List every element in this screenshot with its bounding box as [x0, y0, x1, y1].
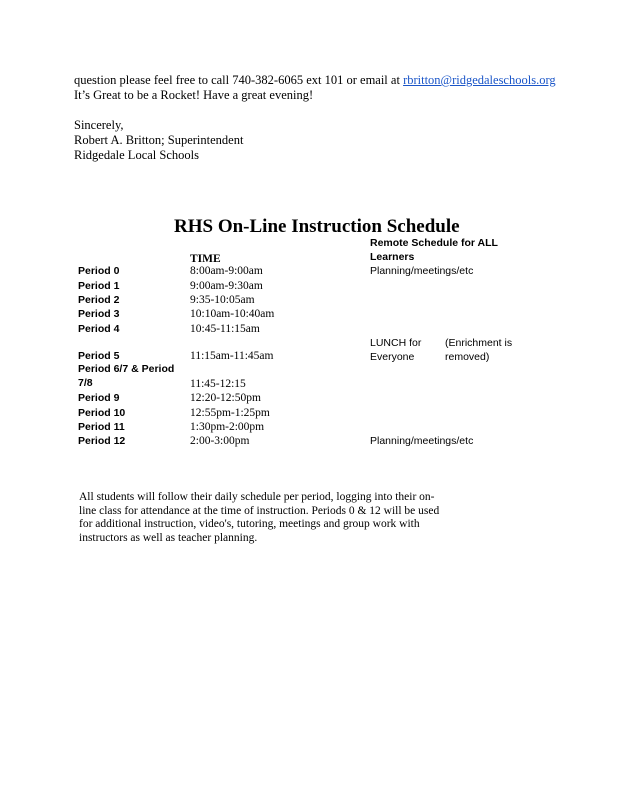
period-label: Period 0 [78, 265, 120, 277]
letter-line-1 [74, 73, 556, 88]
period-time: 9:00am-9:30am [190, 280, 263, 292]
period-label: Period 9 [78, 392, 120, 404]
schedule-title: RHS On-Line Instruction Schedule [174, 216, 460, 237]
period-time: 8:00am-9:00am [190, 265, 263, 277]
period-label: Period 2 [78, 294, 120, 306]
remote-note: Planning/meetings/etc [370, 265, 474, 277]
remote-header-line-1: Remote Schedule for ALL [370, 237, 498, 249]
period-time: 11:15am-11:45am [190, 350, 274, 362]
remote-note: Planning/meetings/etc [370, 435, 474, 447]
period-time: 2:00-3:00pm [190, 435, 250, 447]
period-label: Period 3 [78, 308, 120, 320]
period-time: 12:55pm-1:25pm [190, 407, 270, 419]
letter-line-2: It’s Great to be a Rocket! Have a great evening! [74, 88, 314, 102]
organization: Ridgedale Local Schools [74, 148, 199, 162]
lunch-note-line-1: LUNCH for [370, 337, 422, 349]
period-time: 12:20-12:50pm [190, 392, 261, 404]
time-header: TIME [190, 253, 221, 265]
enrichment-note-line-2: removed) [445, 351, 490, 363]
letter-line-1-text: question please feel free to call 740-382-6065 ext 101 or email at [74, 73, 404, 87]
remote-header-line-2: Learners [370, 251, 415, 263]
period-time: 9:35-10:05am [190, 294, 255, 306]
lunch-note-line-2: Everyone [370, 351, 415, 363]
period-label: Period 4 [78, 323, 120, 335]
period-label: Period 11 [78, 421, 125, 433]
period-time: 10:10am-10:40am [190, 308, 275, 320]
signer: Robert A. Britton; Superintendent [74, 133, 244, 147]
period-time: 1:30pm-2:00pm [190, 421, 265, 433]
period-label-line-2: 7/8 [78, 377, 93, 389]
period-label-line-1: Period 6/7 & Period [78, 363, 175, 375]
period-time: 10:45-11:15am [190, 323, 260, 335]
period-label: Period 5 [78, 350, 120, 362]
email-link[interactable]: rbritton@ridgedaleschools.org [403, 73, 556, 87]
schedule-note: All students will follow their daily schedule per period, logging into their on-line class for attendance at the time of instruction. Periods 0 & 12 will be used for additional instruction, video's, tutoring, meetings and group work with instructors as well as teacher planning. [79, 491, 440, 544]
period-time: 11:45-12:15 [190, 378, 246, 390]
closing: Sincerely, [74, 118, 124, 132]
period-label: Period 1 [78, 280, 120, 292]
period-label: Period 12 [78, 435, 126, 447]
period-label: Period 10 [78, 407, 126, 419]
enrichment-note-line-1: (Enrichment is [445, 337, 513, 349]
